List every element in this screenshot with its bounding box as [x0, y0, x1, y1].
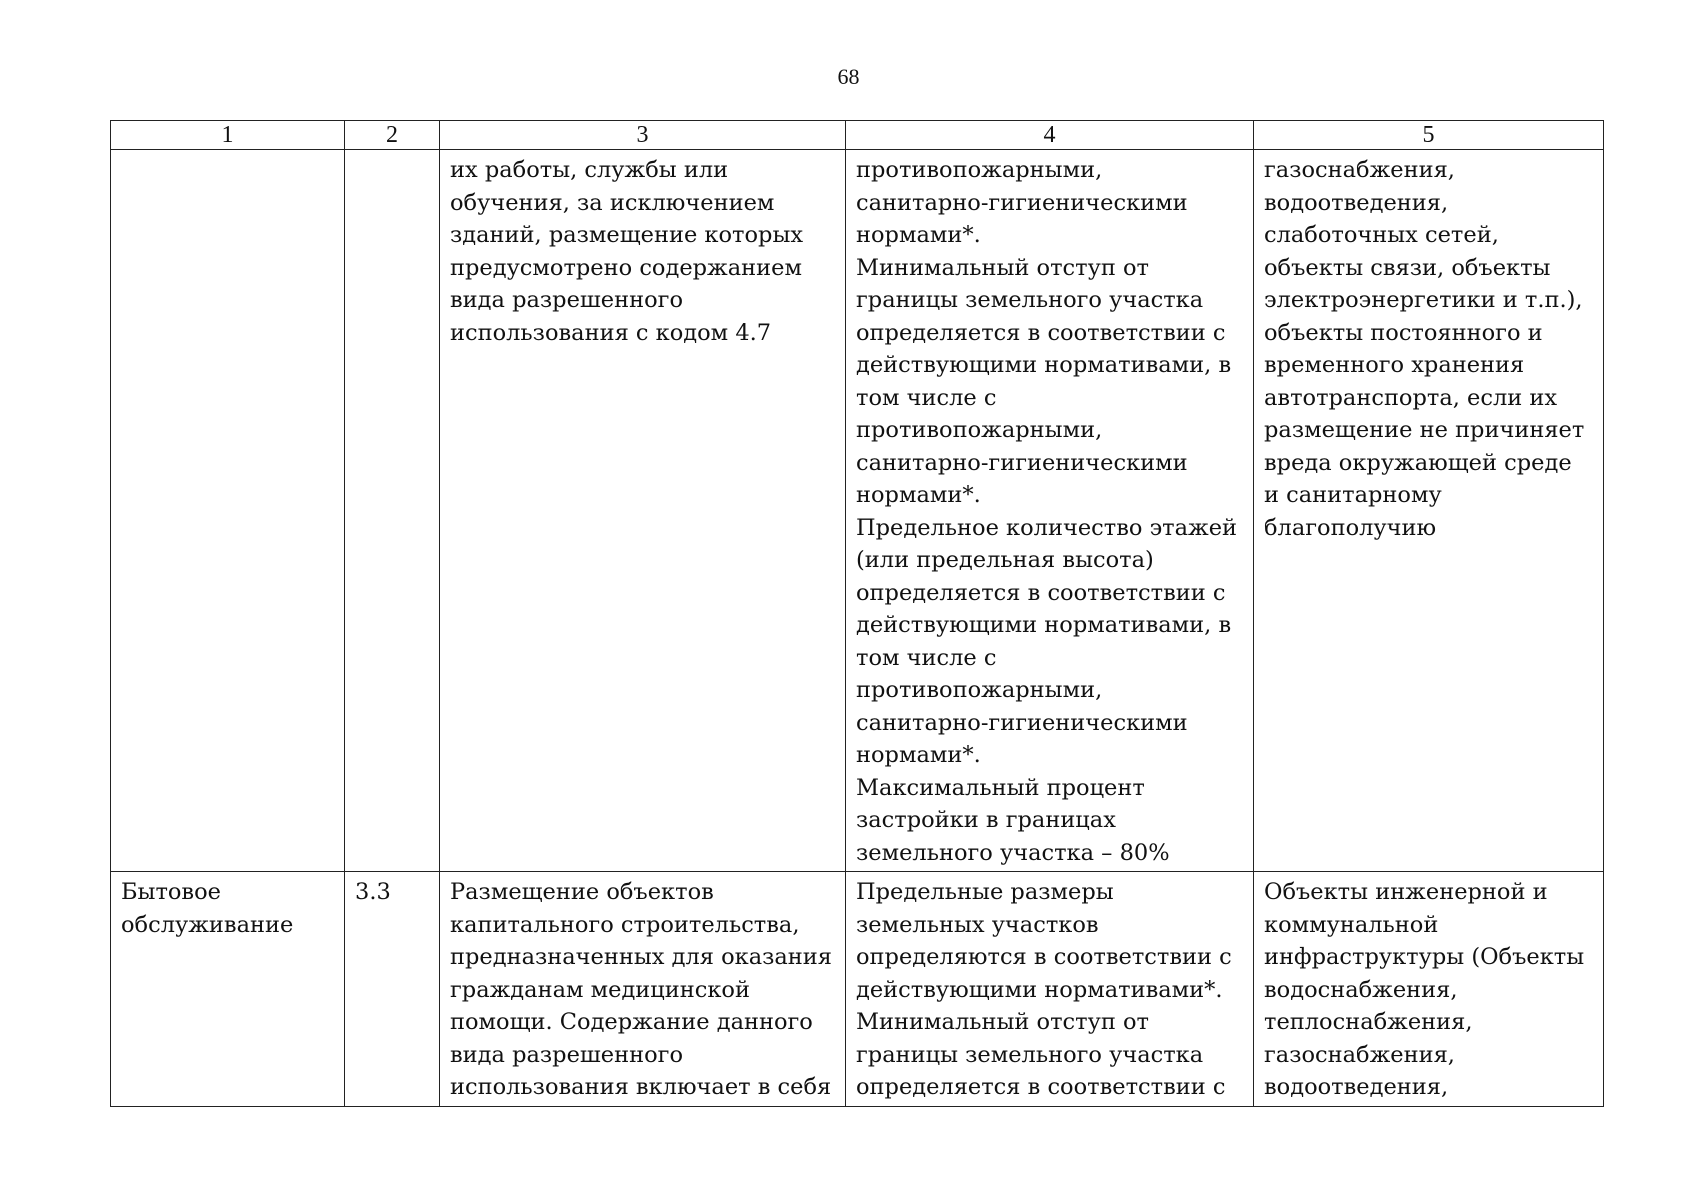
- cell-text-line: границы земельного участка: [856, 287, 1204, 313]
- cell-text-line: предназначенных для оказания: [450, 944, 832, 970]
- cell-text-line: помощи. Содержание данного: [450, 1009, 813, 1035]
- cell-use-name: [111, 150, 345, 872]
- cell-use-code: [345, 872, 440, 1107]
- cell-parameters: [846, 150, 1254, 872]
- cell-text-line: Объекты инженерной и: [1264, 879, 1548, 905]
- cell-use-description: [440, 872, 846, 1107]
- cell-text-line: и санитарному: [1264, 482, 1442, 508]
- cell-text-line: инфраструктуры (Объекты: [1264, 944, 1585, 970]
- cell-text-line: обслуживание: [121, 911, 294, 938]
- cell-text-line: Минимальный отступ от: [856, 1009, 1149, 1035]
- cell-text-line: вида разрешенного: [450, 1041, 683, 1068]
- cell-text-line: противопожарными,: [856, 417, 1103, 443]
- table-row: [111, 872, 1604, 1107]
- cell-auxiliary-uses: [1254, 872, 1604, 1107]
- cell-text-line: использования с кодом 4.7: [450, 319, 772, 346]
- cell-text-line: земельного участка – 80%: [856, 839, 1170, 866]
- cell-text-line: противопожарными,: [856, 677, 1103, 703]
- cell-text-line: автотранспорта, если их: [1264, 384, 1558, 411]
- cell-text-line: вреда окружающей среде: [1264, 449, 1572, 476]
- cell-text-line: Предельное количество этажей: [856, 514, 1238, 541]
- cell-parameters: [846, 872, 1254, 1107]
- column-number-1: 1: [111, 121, 345, 150]
- cell-use-code: [345, 150, 440, 872]
- cell-text-line: водоотведения,: [1264, 1074, 1449, 1100]
- cell-text-line: временного хранения: [1264, 352, 1525, 378]
- column-number-2: 2: [345, 121, 440, 150]
- cell-use-description: [440, 150, 846, 872]
- cell-text-line: нормами*.: [856, 222, 981, 248]
- cell-text-line: зданий, размещение которых: [450, 222, 804, 248]
- cell-text-line: нормами*.: [856, 482, 981, 508]
- cell-text-line: обучения, за исключением: [450, 189, 775, 216]
- column-number-4: 4: [846, 121, 1254, 150]
- cell-text-line: газоснабжения,: [1264, 1041, 1455, 1068]
- cell-text-line: Максимальный процент: [856, 774, 1145, 801]
- regulations-table: [110, 120, 1604, 1107]
- cell-text-line: размещение не причиняет: [1264, 417, 1585, 443]
- cell-text-line: действующими нормативами*.: [856, 976, 1223, 1003]
- cell-text-line: слаботочных сетей,: [1264, 222, 1499, 248]
- cell-text-line: нормами*.: [856, 742, 981, 768]
- cell-text-line: водоотведения,: [1264, 189, 1449, 216]
- cell-text-line: объекты постоянного и: [1264, 319, 1543, 346]
- cell-text-line: действующими нормативами, в: [856, 352, 1232, 378]
- cell-auxiliary-uses: [1254, 150, 1604, 872]
- cell-text-line: санитарно-гигиеническими: [856, 449, 1188, 476]
- cell-text-line: (или предельная высота): [856, 547, 1154, 573]
- page-number: 68: [837, 64, 860, 89]
- cell-text-line: Предельные размеры: [856, 879, 1114, 905]
- cell-text-line: электроэнергетики и т.п.),: [1264, 287, 1583, 313]
- cell-text-line: границы земельного участка: [856, 1041, 1204, 1068]
- cell-text-line: том числе с: [856, 644, 997, 671]
- column-number-5: 5: [1254, 121, 1604, 150]
- cell-text-line: Бытовое: [121, 879, 221, 905]
- cell-text-line: капитального строительства,: [450, 911, 800, 938]
- table-row: [111, 150, 1604, 872]
- cell-text-line: Минимальный отступ от: [856, 254, 1149, 281]
- table-header-row: [111, 121, 1604, 150]
- cell-text-line: использования включает в себя: [450, 1074, 832, 1100]
- cell-text-line: коммунальной: [1264, 911, 1439, 938]
- cell-text-line: том числе с: [856, 384, 997, 411]
- cell-text-line: застройки в границах: [856, 807, 1116, 833]
- cell-text-line: санитарно-гигиеническими: [856, 189, 1188, 216]
- cell-use-name: [111, 872, 345, 1107]
- cell-text-line: земельных участков: [856, 911, 1099, 938]
- cell-text-line: гражданам медицинской: [450, 976, 750, 1003]
- cell-text-line: вида разрешенного: [450, 287, 683, 313]
- cell-text-line: противопожарными,: [856, 157, 1103, 183]
- cell-text-line: теплоснабжения,: [1264, 1009, 1473, 1035]
- cell-text-line: определяются в соответствии с: [856, 944, 1232, 970]
- cell-text-line: определяется в соответствии с: [856, 579, 1226, 606]
- column-number-3: 3: [440, 121, 846, 150]
- cell-text-line: предусмотрено содержанием: [450, 254, 802, 281]
- cell-text-line: действующими нормативами, в: [856, 612, 1232, 638]
- cell-text-line: Размещение объектов: [450, 879, 714, 905]
- cell-text-line: объекты связи, объекты: [1264, 254, 1551, 281]
- cell-text-line: определяется в соответствии с: [856, 319, 1226, 346]
- cell-text-line: 3.3: [355, 879, 391, 905]
- cell-text-line: санитарно-гигиеническими: [856, 709, 1188, 736]
- cell-text-line: газоснабжения,: [1264, 157, 1455, 183]
- cell-text-line: водоснабжения,: [1264, 976, 1458, 1003]
- cell-text-line: определяется в соответствии с: [856, 1074, 1226, 1100]
- cell-text-line: благополучию: [1264, 514, 1437, 541]
- cell-text-line: их работы, службы или: [450, 157, 729, 183]
